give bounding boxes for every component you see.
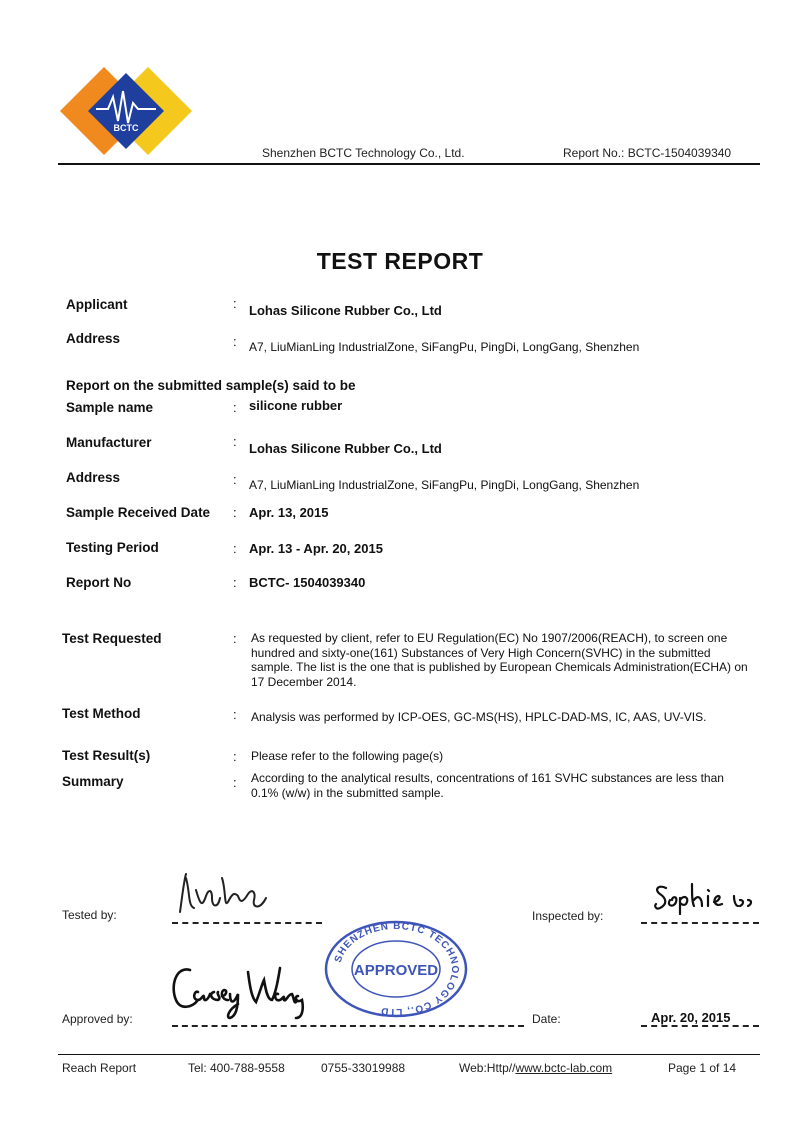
testing-period-label: Testing Period	[66, 540, 159, 555]
address-label: Address	[66, 331, 121, 346]
colon: :	[233, 707, 237, 722]
address2-label: Address	[66, 470, 121, 485]
footer-web-prefix: Web:Http//	[459, 1061, 516, 1075]
applicant-value: Lohas Silicone Rubber Co., Ltd	[249, 303, 442, 318]
colon: :	[233, 434, 237, 449]
received-date-label: Sample Received Date	[66, 505, 211, 520]
summary-label: Summary	[62, 774, 124, 789]
approved-stamp-icon	[322, 918, 470, 1020]
sample-name-label: Sample name	[66, 400, 154, 415]
colon: :	[233, 749, 237, 764]
header-divider	[58, 163, 760, 165]
footer-tel: Tel: 400-788-9558	[188, 1061, 285, 1075]
tested-by-signature	[172, 868, 272, 920]
colon: :	[233, 472, 237, 487]
testing-period-value: Apr. 13 - Apr. 20, 2015	[249, 541, 383, 556]
logo-text: BCTC	[113, 123, 139, 133]
test-requested-label: Test Requested	[62, 631, 162, 646]
test-method-value: Analysis was performed by ICP-OES, GC-MS(HS), HPLC-DAD-MS, IC, AAS, UV-VIS.	[251, 710, 707, 724]
manufacturer-label: Manufacturer	[66, 435, 152, 450]
address2-value: A7, LiuMianLing IndustrialZone, SiFangPu, PingDi, LongGang, Shenzhen	[249, 478, 640, 492]
page-title: TEST REPORT	[316, 248, 484, 274]
tested-by-label: Tested by:	[62, 908, 117, 922]
footer-web	[459, 1061, 612, 1075]
date-line	[641, 1025, 759, 1027]
stamp-text: APPROVED	[353, 962, 439, 979]
applicant-label: Applicant	[66, 297, 128, 312]
colon: :	[233, 541, 237, 556]
summary-value: According to the analytical results, concentrations of 161 SVHC substances are less than 0.1% (w/w) in the submitted sample.	[251, 771, 724, 800]
inspected-by-label: Inspected by:	[532, 909, 604, 923]
footer-divider	[58, 1054, 760, 1055]
address-value: A7, LiuMianLing IndustrialZone, SiFangPu, PingDi, LongGang, Shenzhen	[249, 340, 640, 354]
test-result-value: Please refer to the following page(s)	[251, 749, 444, 763]
colon: :	[233, 400, 237, 415]
colon: :	[233, 505, 237, 520]
received-date-value: Apr. 13, 2015	[249, 505, 329, 520]
bctc-logo-icon	[60, 63, 192, 159]
footer-page: Page 1 of 14	[668, 1061, 737, 1075]
test-result-label: Test Result(s)	[62, 748, 151, 763]
footer-report-type: Reach Report	[62, 1061, 137, 1075]
inspected-by-signature	[652, 876, 758, 916]
sample-name-value: silicone rubber	[249, 398, 343, 413]
header-company: Shenzhen BCTC Technology Co., Ltd.	[262, 146, 465, 160]
colon: :	[233, 631, 237, 646]
manufacturer-value: Lohas Silicone Rubber Co., Ltd	[249, 441, 442, 456]
test-method-label: Test Method	[62, 706, 141, 721]
header-report-no: Report No.: BCTC-1504039340	[563, 146, 732, 160]
footer-tel2: 0755-33019988	[321, 1061, 406, 1075]
colon: :	[233, 296, 237, 311]
approved-by-label: Approved by:	[62, 1012, 133, 1026]
approved-by-line	[172, 1025, 524, 1027]
report-no-label: Report No	[66, 575, 132, 590]
date-label: Date:	[532, 1012, 561, 1026]
footer-web-link[interactable]: www.bctc-lab.com	[515, 1061, 613, 1075]
colon: :	[233, 334, 237, 349]
colon: :	[233, 575, 237, 590]
inspected-by-line	[641, 922, 759, 924]
report-no-value: BCTC- 1504039340	[249, 575, 366, 590]
stamp-ring-text: SHENZHEN BCTC TECHNOLOGY CO., LTD	[332, 920, 461, 1018]
test-requested-value: As requested by client, refer to EU Regulation(EC) No 1907/2006(REACH), to screen one hundred and sixty-one(161) Substances of Very High Concern(SVHC) in the submitted sample. The list is the one that is published by European Chemicals Administration(ECHA) on 17 December 2014.	[251, 631, 748, 689]
date-value: Apr. 20, 2015	[651, 1010, 731, 1025]
approved-by-signature	[168, 952, 310, 1022]
tested-by-line	[172, 922, 322, 924]
colon: :	[233, 775, 237, 790]
submitted-line: Report on the submitted sample(s) said to be	[66, 378, 356, 393]
